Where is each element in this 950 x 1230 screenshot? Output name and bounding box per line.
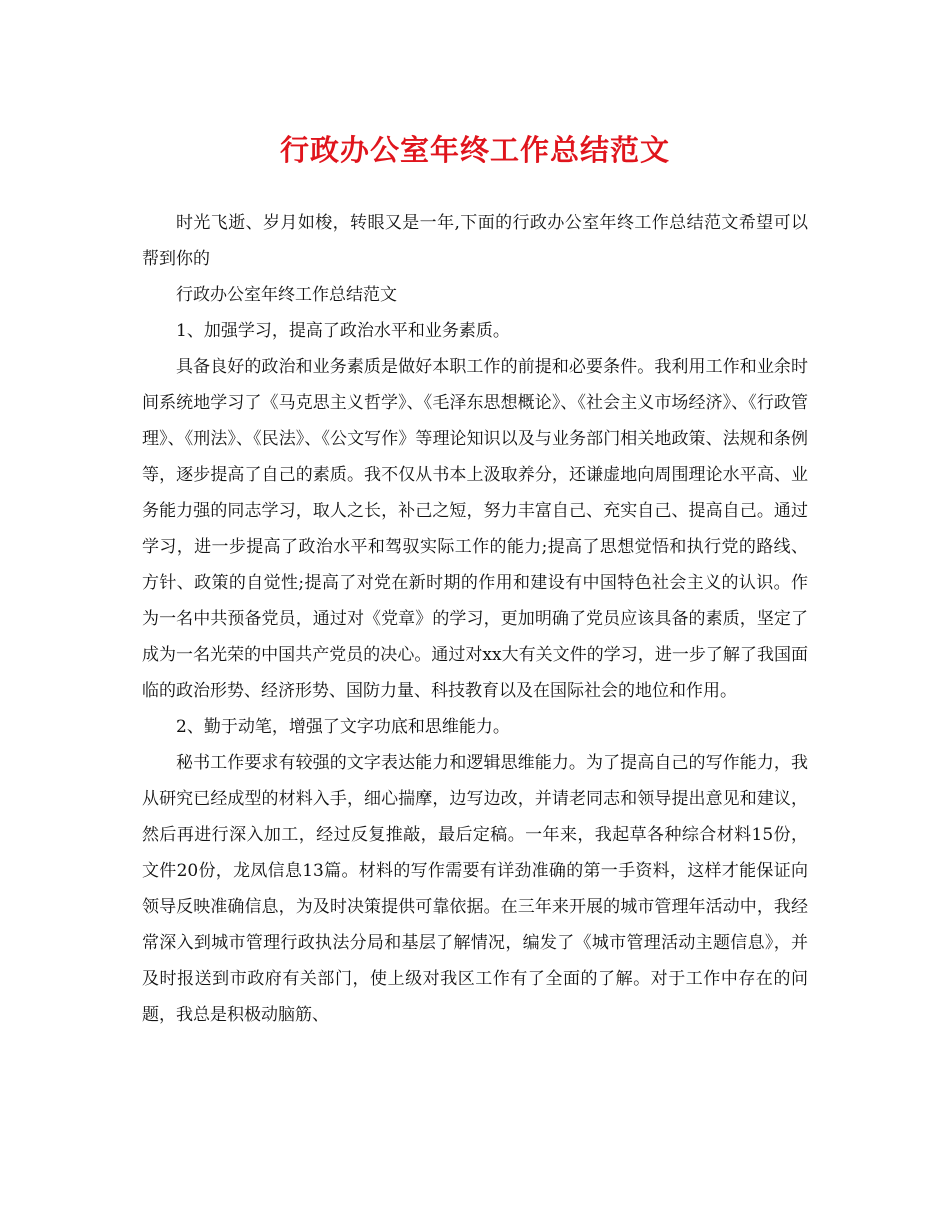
document-title: 行政办公室年终工作总结范文	[279, 133, 670, 167]
section-body-1: 具备良好的政治和业务素质是做好本职工作的前提和必要条件。我利用工作和业余时间系统地学习了《马克思主义哲学》、《毛泽东思想概论》、《社会主义市场经济》、《行政管理》、《刑法》、《民法》、《公文写作》等理论知识以及与业务部门相关地政策、法规和条例等，逐步提高了自己的素质。我不仅从书本上汲取养分，还谦虚地向周围理论水平高、业务能力强的同志学习，取人之长，补己之短，努力丰富自己、充实自己、提高自己。通过学习，进一步提高了政治水平和驾驭实际工作的能力;提高了思想觉悟和执行党的路线、方针、政策的自觉性;提高了对党在新时期的作用和建设有中国特色社会主义的认识。作为一名中共预备党员，通过对《党章》的学习，更加明确了党员应该具备的素质，坚定了成为一名光荣的中国共产党员的决心。通过对xx大有关文件的学习，进一步了解了我国面临的政治形势、经济形势、国防力量、科技教育以及在国际社会的地位和作用。	[142, 357, 808, 701]
intro-paragraph: 时光飞逝、岁月如梭，转眼又是一年,下面的行政办公室年终工作总结范文希望可以帮到你的	[142, 213, 808, 269]
section-heading-1: 1、加强学习，提高了政治水平和业务素质。	[176, 321, 510, 341]
document-body	[142, 205, 808, 1033]
section-heading-2: 2、勤于动笔，增强了文字功底和思维能力。	[176, 717, 510, 737]
subtitle-paragraph: 行政办公室年终工作总结范文	[176, 285, 397, 305]
section-body-2: 秘书工作要求有较强的文字表达能力和逻辑思维能力。为了提高自己的写作能力，我从研究已经成型的材料入手，细心揣摩，边写边改，并请老同志和领导提出意见和建议，然后再进行深入加工，经过反复推敲，最后定稿。一年来，我起草各种综合材料15份，文件20份，龙凤信息13篇。材料的写作需要有详劲准确的第一手资料，这样才能保证向领导反映准确信息，为及时决策提供可靠依据。在三年来开展的城市管理年活动中，我经常深入到城市管理行政执法分局和基层了解情况，编发了《城市管理活动主题信息》，并及时报送到市政府有关部门，使上级对我区工作有了全面的了解。对于工作中存在的问题，我总是积极动脑筋、	[142, 753, 808, 1025]
